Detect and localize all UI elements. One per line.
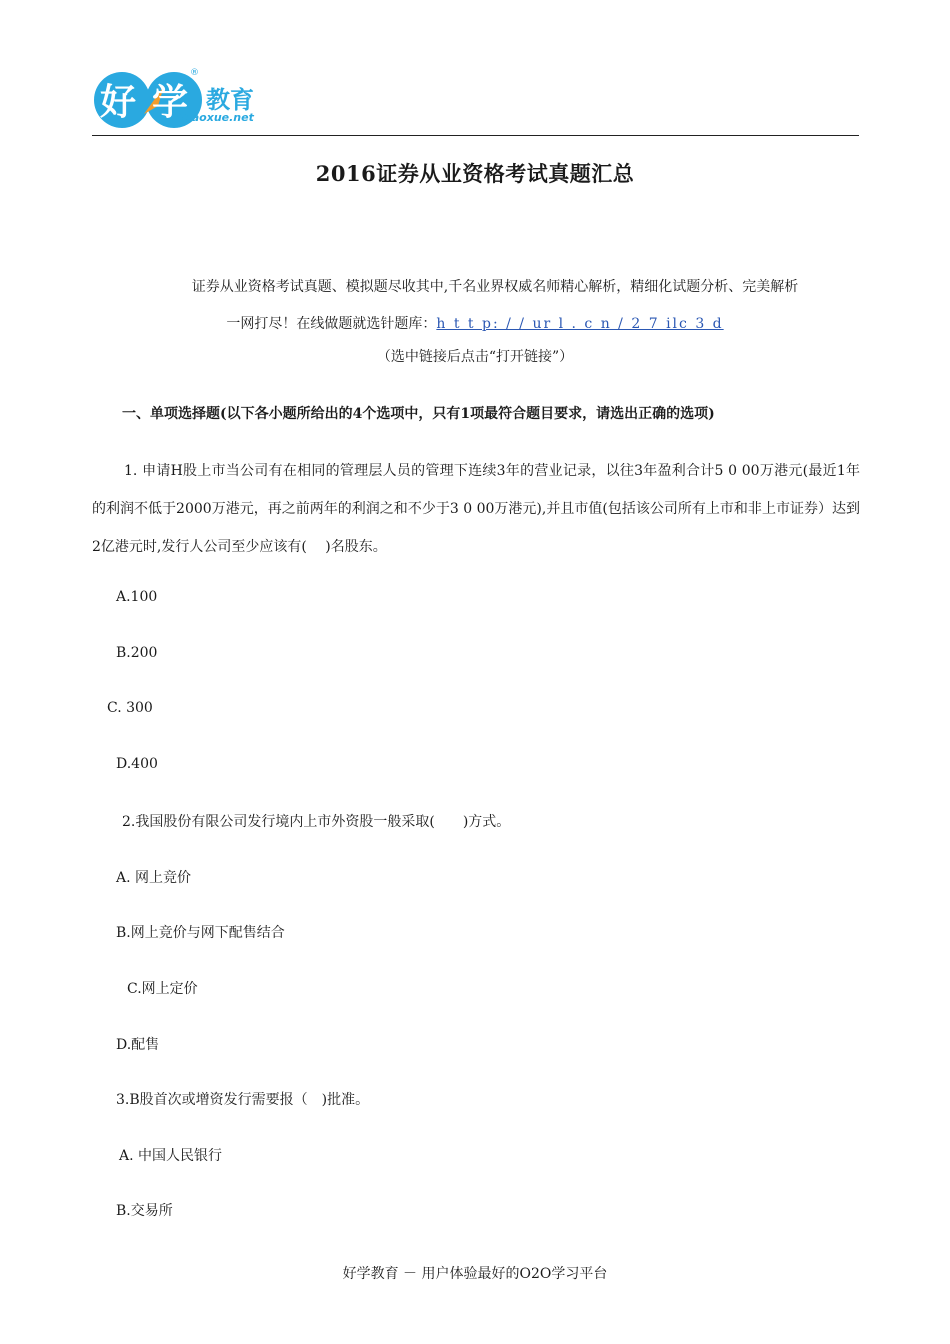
question-2: 2.我国股份有限公司发行境内上市外资股一般采取( )方式。 — [122, 814, 511, 830]
q1-option-b: B.200 — [116, 645, 158, 661]
question-3: 3.B股首次或增资发行需要报（ )批准。 — [116, 1092, 370, 1108]
intro-line-2 — [0, 313, 950, 333]
q3-option-a: A. 中国人民银行 — [119, 1148, 223, 1164]
q2-option-b: B.网上竞价与网下配售结合 — [116, 925, 285, 941]
q1-option-d: D.400 — [116, 756, 158, 772]
intro-line-1: 证券从业资格考试真题、模拟题尽收其中,千名业界权威名师精心解析，精细化试题分析、完美解析 — [191, 279, 799, 295]
svg-text:好: 好 — [100, 82, 137, 123]
registered-mark: ® — [190, 68, 199, 78]
q2-option-a: A. 网上竞价 — [116, 870, 192, 886]
svg-text:学: 学 — [152, 82, 189, 123]
q2-option-d: D.配售 — [116, 1037, 160, 1053]
question-bank-link[interactable]: h t t p: / / ur l . c n / 2 7 ilc 3 d — [436, 316, 724, 332]
page-footer: 好学教育 － 用户体验最好的O2O学习平台 — [342, 1266, 608, 1282]
q1-option-a: A.100 — [116, 589, 158, 605]
document-title: 2016证券从业资格考试真题汇总 — [315, 161, 635, 186]
svg-text:教育: 教育 — [206, 86, 254, 114]
header-divider — [92, 135, 859, 136]
q2-option-c: C.网上定价 — [127, 981, 198, 997]
intro-line-3: （选中链接后点击“打开链接”） — [376, 349, 574, 365]
section-heading: 一、单项选择题(以下各小题所给出的4个选项中，只有1项最符合题目要求，请选出正确的选项) — [122, 406, 715, 422]
question-1: 1. 申请H股上市当公司有在相同的管理层人员的管理下连续3年的营业记录，以往3年盈利合计5 0 00万港元(最近1年的利润不低于2000万港元，再之前两年的利润之和不少于3 0 00万港元),并且市值(包括该公司所有上市和非上市证券）达到2亿港元时,发行人公司至少应该有( )名股东。 — [92, 463, 860, 555]
q3-option-b: B.交易所 — [116, 1203, 173, 1219]
logo-subtitle: Shaoxue.net — [176, 111, 254, 124]
intro-line-2-text: 一网打尽！在线做题就选针题库： — [226, 316, 437, 332]
q1-option-c: C. 300 — [107, 700, 153, 716]
